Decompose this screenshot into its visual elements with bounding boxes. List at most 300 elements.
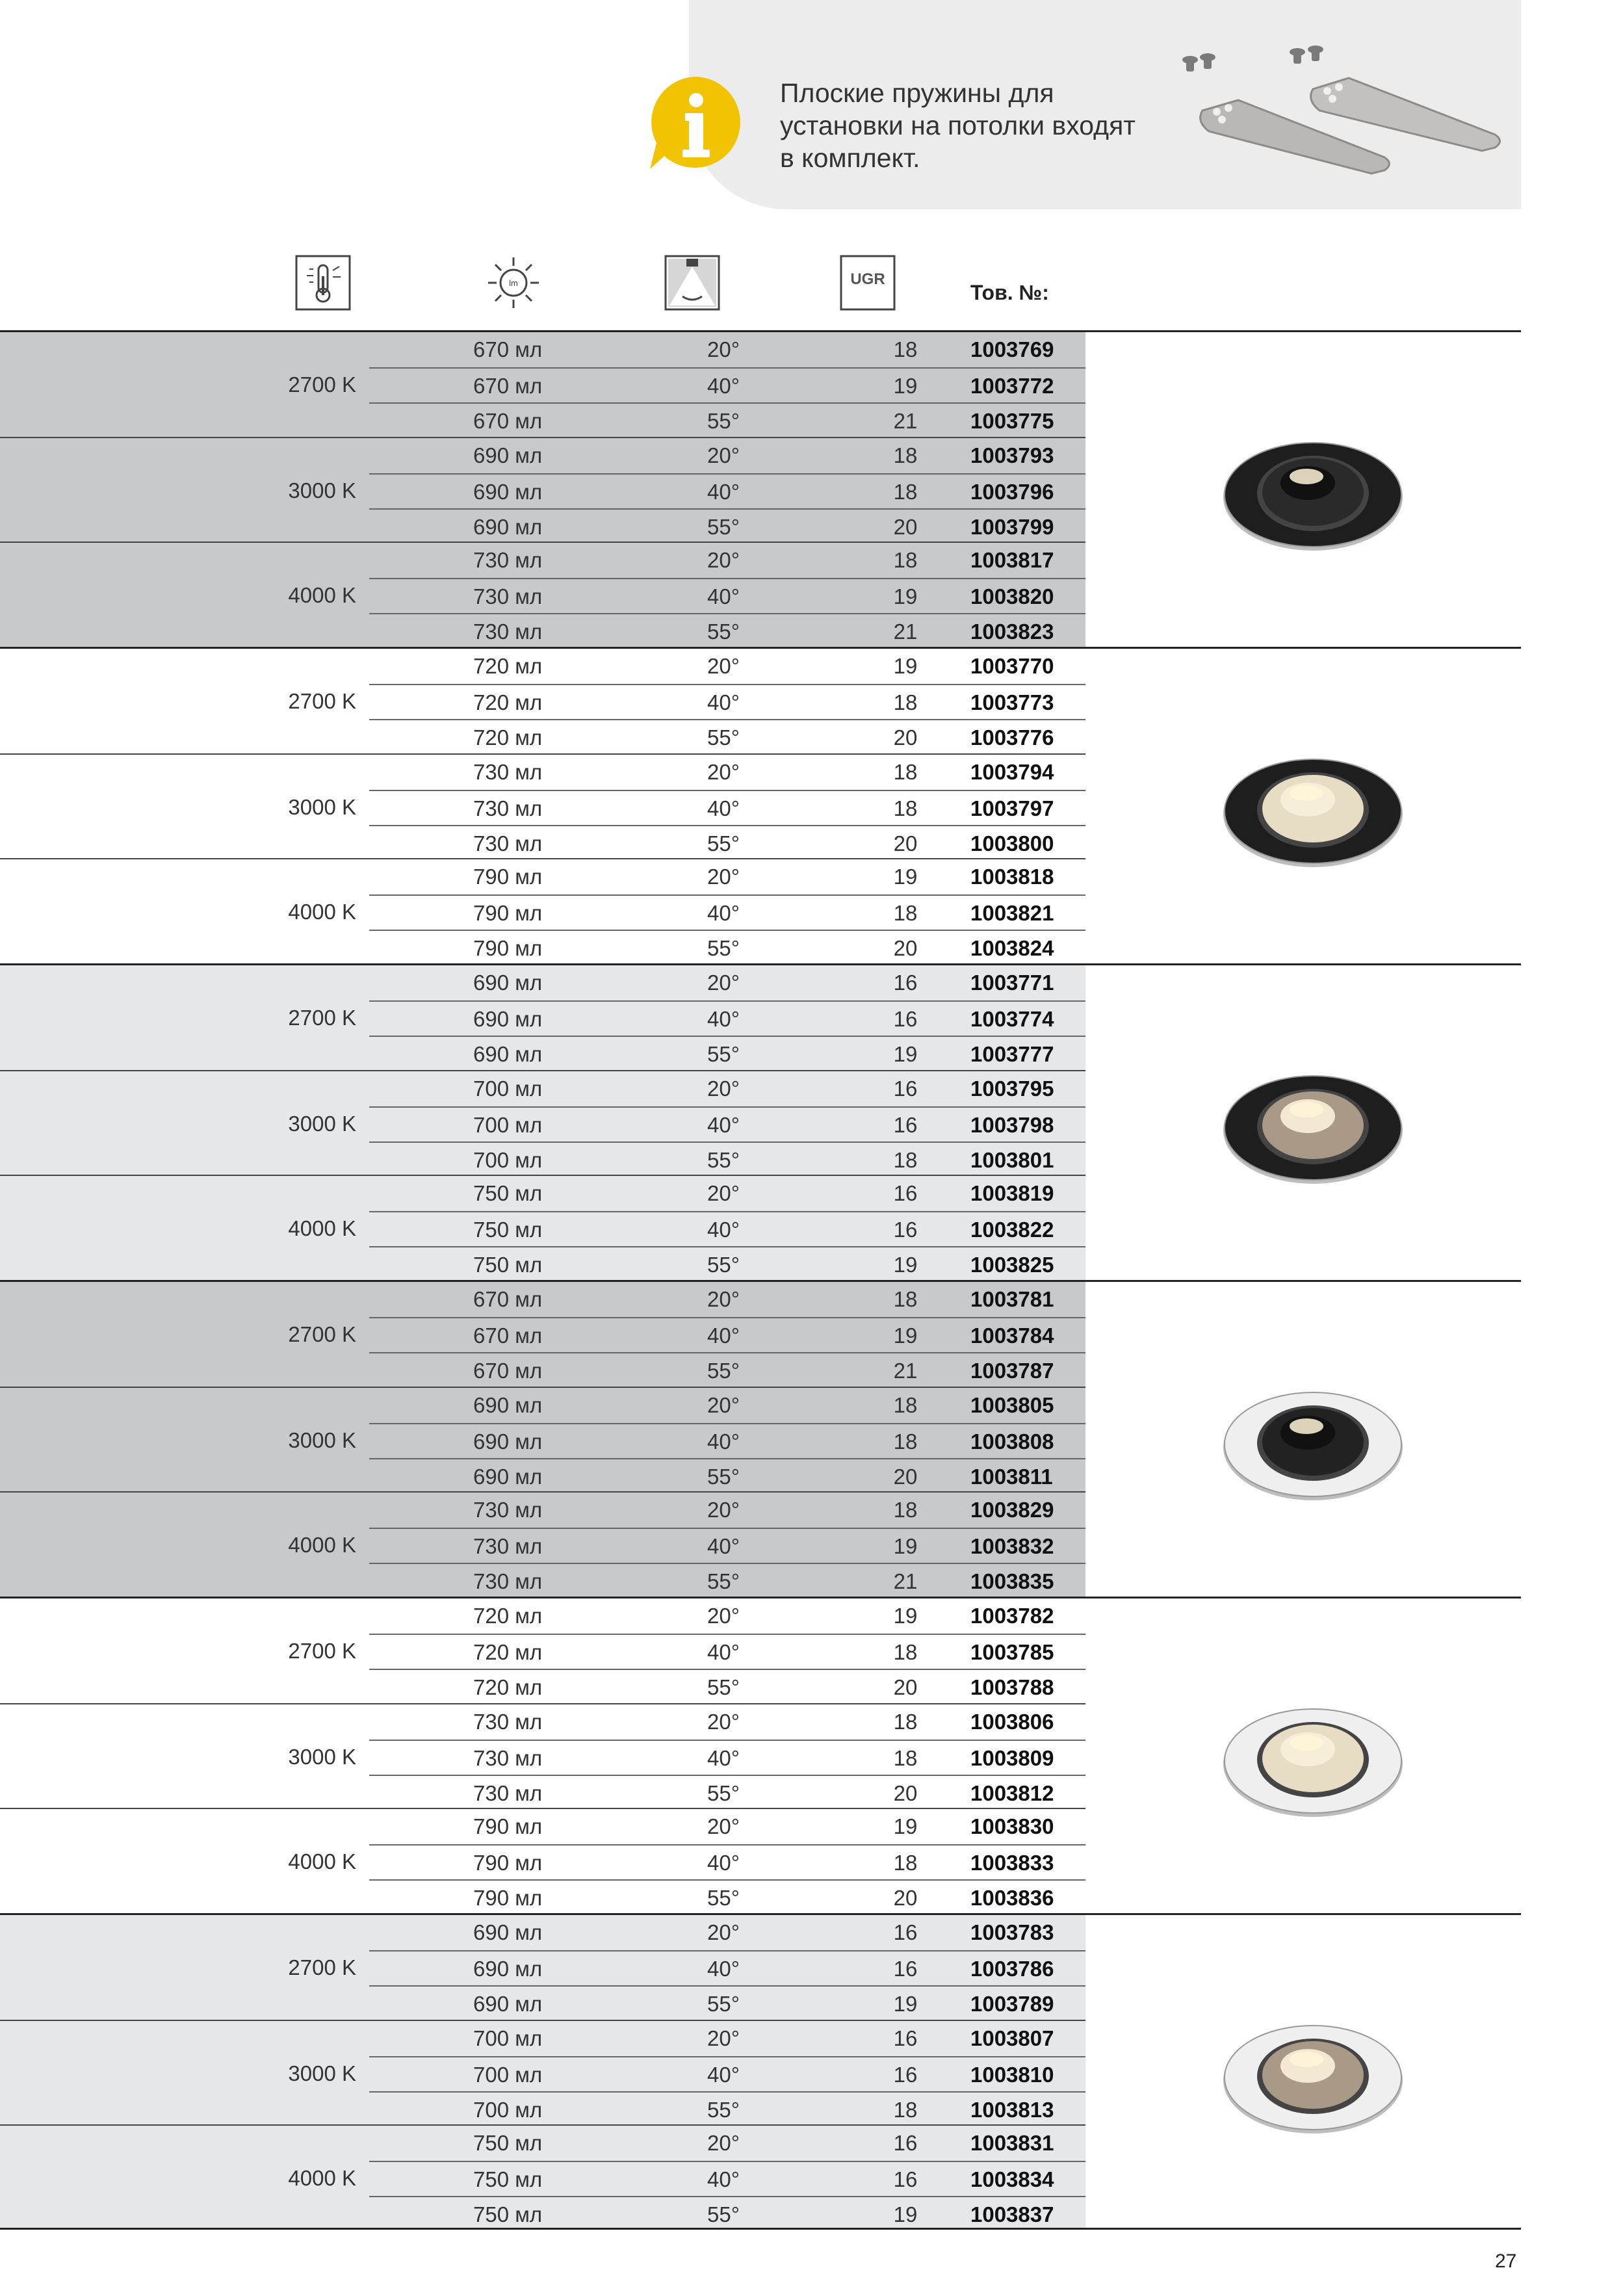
article-number-cell: 1003812	[970, 1781, 1054, 1805]
beam-angle-cell: 55°	[707, 1148, 740, 1172]
beam-angle-cell: 55°	[707, 620, 740, 644]
table-row	[369, 1071, 1085, 1106]
ugr-cell: 21	[893, 1359, 918, 1383]
color-temperature-label: 3000 K	[288, 795, 356, 819]
lumen-cell: 690 мл	[473, 1957, 543, 1981]
article-number-cell: 1003777	[970, 1042, 1054, 1066]
ugr-cell: 19	[893, 1324, 918, 1348]
lumen-cell: 730 мл	[473, 1498, 543, 1522]
lumen-cell: 720 мл	[473, 654, 543, 678]
article-number-cell: 1003797	[970, 796, 1054, 820]
article-number-cell: 1003835	[970, 1569, 1054, 1593]
table-row	[369, 438, 1085, 473]
article-number-cell: 1003793	[970, 443, 1054, 467]
beam-angle-cell: 40°	[707, 1746, 740, 1770]
lumen-cell: 750 мл	[473, 2202, 543, 2226]
ugr-cell: 20	[893, 1781, 918, 1805]
color-temperature-block	[0, 858, 1085, 964]
article-number-cell: 1003784	[970, 1324, 1054, 1348]
lumen-cell: 690 мл	[473, 1465, 543, 1489]
ugr-cell: 19	[893, 654, 918, 678]
ugr-cell: 16	[893, 971, 918, 995]
beam-angle-cell: 20°	[707, 1287, 740, 1311]
color-temperature-label: 4000 K	[288, 1533, 356, 1557]
article-number-cell: 1003782	[970, 1604, 1054, 1628]
article-number-cell: 1003795	[970, 1076, 1054, 1101]
table-row	[369, 1528, 1085, 1563]
lumen-cell: 720 мл	[473, 725, 543, 750]
beam-angle-cell: 20°	[707, 1393, 740, 1417]
lumen-cell: 730 мл	[473, 1534, 543, 1558]
article-number-cell: 1003786	[970, 1957, 1054, 1981]
beam-angle-cell: 20°	[707, 1498, 740, 1522]
article-number-cell: 1003831	[970, 2131, 1054, 2155]
beam-angle-cell: 40°	[707, 374, 740, 398]
table-row	[369, 2161, 1085, 2197]
lumen-cell: 720 мл	[473, 1604, 543, 1628]
table-row	[369, 1388, 1085, 1422]
article-number-cell: 1003810	[970, 2063, 1054, 2087]
table-row	[369, 755, 1085, 789]
beam-angle-cell: 40°	[707, 901, 740, 925]
product-group	[0, 963, 1521, 1280]
beam-angle-cell: 55°	[707, 725, 740, 750]
table-row	[369, 1176, 1085, 1210]
beam-angle-cell: 20°	[707, 2131, 740, 2155]
table-row	[369, 1844, 1085, 1880]
ugr-cell: 18	[893, 1287, 918, 1311]
color-temperature-label: 3000 K	[288, 1112, 356, 1136]
lumen-cell: 720 мл	[473, 1640, 543, 1664]
beam-angle-cell: 55°	[707, 831, 740, 855]
beam-angle-cell: 20°	[707, 2026, 740, 2050]
lumen-cell: 790 мл	[473, 865, 543, 889]
color-temperature-block	[0, 332, 1085, 437]
ugr-cell: 18	[893, 2098, 918, 2122]
table-row	[369, 965, 1085, 1000]
table-row	[369, 1740, 1085, 1775]
ugr-label: UGR	[850, 270, 885, 288]
color-temperature-block	[0, 1808, 1085, 1914]
product-group	[0, 1913, 1521, 2230]
beam-angle-cell: 20°	[707, 1814, 740, 1838]
ugr-cell: 21	[893, 620, 918, 644]
beam-angle-cell: 55°	[707, 409, 740, 433]
ugr-cell: 16	[893, 1957, 918, 1981]
ugr-cell: 20	[893, 831, 918, 855]
lumen-cell: 750 мл	[473, 2167, 543, 2191]
table-row	[369, 1106, 1085, 1142]
svg-text:lm: lm	[509, 278, 518, 288]
lumen-cell: 750 мл	[473, 1218, 543, 1242]
color-temperature-block	[0, 965, 1085, 1070]
lumen-cell: 750 мл	[473, 1181, 543, 1205]
article-number-cell: 1003805	[970, 1393, 1054, 1417]
color-temperature-label: 3000 K	[288, 478, 356, 502]
beam-angle-icon	[663, 254, 721, 312]
beam-angle-cell: 55°	[707, 1359, 740, 1383]
lumen-cell: 730 мл	[473, 1781, 543, 1805]
article-number-cell: 1003796	[970, 480, 1054, 504]
table-row	[369, 2196, 1085, 2232]
article-number-cell: 1003774	[970, 1007, 1054, 1031]
table-row	[369, 1669, 1085, 1704]
color-temperature-label: 4000 K	[288, 900, 356, 924]
table-row	[369, 2056, 1085, 2092]
article-number-cell: 1003825	[970, 1253, 1054, 1277]
beam-angle-cell: 40°	[707, 584, 740, 608]
article-number-cell: 1003808	[970, 1429, 1054, 1454]
lumen-cell: 700 мл	[473, 1148, 543, 1172]
color-temperature-block	[0, 1915, 1085, 2020]
table-row	[369, 1879, 1085, 1915]
lumen-cell: 690 мл	[473, 1042, 543, 1066]
ugr-cell: 16	[893, 2026, 918, 2050]
ugr-cell: 18	[893, 1148, 918, 1172]
mounting-springs-image	[1176, 40, 1514, 190]
lumen-cell: 750 мл	[473, 2131, 543, 2155]
lumen-cell: 790 мл	[473, 1851, 543, 1875]
color-temperature-label: 2700 K	[288, 1639, 356, 1663]
ugr-cell: 18	[893, 548, 918, 572]
lumen-cell: 720 мл	[473, 690, 543, 714]
article-number-cell: 1003781	[970, 1287, 1054, 1311]
color-temperature-icon	[294, 254, 352, 312]
beam-angle-cell: 55°	[707, 1675, 740, 1699]
beam-angle-cell: 40°	[707, 2167, 740, 2191]
table-row	[369, 613, 1085, 649]
table-row	[369, 1246, 1085, 1282]
beam-angle-cell: 55°	[707, 2098, 740, 2122]
table-row	[369, 1809, 1085, 1844]
ugr-cell: 20	[893, 1886, 918, 1910]
article-number-cell: 1003776	[970, 725, 1054, 750]
lumen-cell: 750 мл	[473, 1253, 543, 1277]
lumen-cell: 730 мл	[473, 620, 543, 644]
article-number-cell: 1003799	[970, 515, 1054, 539]
beam-angle-cell: 20°	[707, 1920, 740, 1944]
color-temperature-block	[0, 1282, 1085, 1387]
color-temperature-block	[0, 1387, 1085, 1493]
article-number-cell: 1003829	[970, 1498, 1054, 1522]
product-group	[0, 330, 1521, 647]
ugr-cell: 18	[893, 443, 918, 467]
ugr-cell: 16	[893, 1113, 918, 1137]
lumen-cell: 670 мл	[473, 409, 543, 433]
ugr-cell: 20	[893, 725, 918, 750]
color-temperature-block	[0, 649, 1085, 753]
color-temperature-label: 3000 K	[288, 1428, 356, 1452]
ugr-cell: 18	[893, 1640, 918, 1664]
ugr-cell: 16	[893, 2063, 918, 2087]
table-row	[369, 1141, 1085, 1177]
ugr-cell: 16	[893, 1920, 918, 1944]
article-number-cell: 1003813	[970, 2098, 1054, 2122]
ugr-cell: 18	[893, 760, 918, 784]
beam-angle-cell: 20°	[707, 337, 740, 361]
table-row	[369, 1634, 1085, 1669]
beam-angle-cell: 55°	[707, 1886, 740, 1910]
table-row	[369, 1775, 1085, 1810]
downlight-product-image	[1222, 436, 1404, 553]
lumen-cell: 730 мл	[473, 796, 543, 820]
lumen-cell: 670 мл	[473, 1287, 543, 1311]
ugr-cell: 21	[893, 409, 918, 433]
lumen-cell: 790 мл	[473, 1886, 543, 1910]
article-number-cell: 1003823	[970, 620, 1054, 644]
color-temperature-label: 4000 K	[288, 583, 356, 607]
beam-angle-cell: 20°	[707, 760, 740, 784]
beam-angle-cell: 55°	[707, 936, 740, 960]
table-row	[369, 1563, 1085, 1598]
product-table	[0, 330, 1521, 2230]
lumen-cell: 700 мл	[473, 1113, 543, 1137]
table-row	[369, 790, 1085, 826]
table-row	[369, 1598, 1085, 1633]
lumen-cell: 690 мл	[473, 443, 543, 467]
beam-angle-cell: 55°	[707, 1042, 740, 1066]
beam-angle-cell: 40°	[707, 1324, 740, 1348]
beam-angle-cell: 20°	[707, 654, 740, 678]
table-row	[369, 1493, 1085, 1527]
article-number-cell: 1003789	[970, 1992, 1054, 2016]
lumen-cell: 690 мл	[473, 971, 543, 995]
beam-angle-cell: 40°	[707, 1534, 740, 1558]
article-number-cell: 1003807	[970, 2026, 1054, 2050]
color-temperature-label: 2700 K	[288, 1955, 356, 1979]
beam-angle-cell: 55°	[707, 1465, 740, 1489]
table-row	[369, 1000, 1085, 1036]
ugr-cell: 19	[893, 584, 918, 608]
ugr-cell: 18	[893, 480, 918, 504]
table-row	[369, 719, 1085, 755]
article-number-cell: 1003811	[970, 1465, 1053, 1489]
ugr-cell: 19	[893, 1042, 918, 1066]
lumen-cell: 790 мл	[473, 936, 543, 960]
table-header	[0, 234, 1521, 332]
table-row	[369, 332, 1085, 367]
article-number-cell: 1003818	[970, 865, 1054, 889]
article-number-cell: 1003833	[970, 1851, 1054, 1875]
color-temperature-label: 2700 K	[288, 689, 356, 713]
downlight-product-image	[1222, 1702, 1404, 1820]
article-number-cell: 1003769	[970, 337, 1054, 361]
beam-angle-cell: 55°	[707, 1781, 740, 1805]
article-number-cell: 1003806	[970, 1710, 1054, 1734]
table-row	[369, 578, 1085, 614]
table-row	[369, 930, 1085, 965]
article-number-cell: 1003771	[970, 971, 1054, 995]
beam-angle-cell: 40°	[707, 480, 740, 504]
article-number-cell: 1003798	[970, 1113, 1054, 1137]
info-icon	[645, 73, 746, 174]
beam-angle-cell: 55°	[707, 515, 740, 539]
info-note-text: Плоские пружины для установки на потолки входят в комплект.	[780, 78, 1136, 173]
lumen-cell: 700 мл	[473, 2098, 543, 2122]
ugr-cell: 19	[893, 1992, 918, 2016]
table-row	[369, 1211, 1085, 1247]
ugr-cell: 19	[893, 1814, 918, 1838]
ugr-cell: 16	[893, 1007, 918, 1031]
color-temperature-block	[0, 2124, 1085, 2230]
page-number: 27	[1495, 2250, 1517, 2272]
beam-angle-cell: 20°	[707, 443, 740, 467]
ugr-cell: 18	[893, 1429, 918, 1454]
article-number-cell: 1003830	[970, 1814, 1054, 1838]
ugr-cell: 16	[893, 1218, 918, 1242]
article-number-cell: 1003773	[970, 690, 1054, 714]
table-row	[369, 859, 1085, 894]
ugr-cell: 20	[893, 936, 918, 960]
ugr-cell: 18	[893, 1851, 918, 1875]
article-number-cell: 1003794	[970, 760, 1054, 784]
lumen-cell: 700 мл	[473, 1076, 543, 1101]
article-number-cell: 1003801	[970, 1148, 1054, 1172]
beam-angle-cell: 40°	[707, 796, 740, 820]
beam-angle-cell: 55°	[707, 1992, 740, 2016]
lumen-cell: 730 мл	[473, 760, 543, 784]
article-number-cell: 1003837	[970, 2202, 1054, 2226]
article-number-cell: 1003832	[970, 1534, 1054, 1558]
lumen-cell: 730 мл	[473, 1710, 543, 1734]
ugr-cell: 16	[893, 2167, 918, 2191]
beam-angle-cell: 55°	[707, 2202, 740, 2226]
ugr-cell: 18	[893, 1393, 918, 1417]
lumen-cell: 730 мл	[473, 1746, 543, 1770]
lumen-cell: 690 мл	[473, 1429, 543, 1454]
article-number-cell: 1003820	[970, 584, 1054, 608]
table-row	[369, 1352, 1085, 1388]
luminous-flux-icon	[484, 254, 543, 312]
lumen-cell: 690 мл	[473, 1920, 543, 1944]
article-number-cell: 1003775	[970, 409, 1054, 433]
article-number-header: Тов. №:	[970, 281, 1049, 304]
table-row	[369, 1915, 1085, 1950]
table-row	[369, 1036, 1085, 1071]
ugr-cell: 20	[893, 1465, 918, 1489]
article-number-cell: 1003785	[970, 1640, 1054, 1664]
article-number-cell: 1003800	[970, 831, 1054, 855]
beam-angle-cell: 20°	[707, 1076, 740, 1101]
ugr-cell: 19	[893, 865, 918, 889]
ugr-cell: 19	[893, 1534, 918, 1558]
ugr-cell: 18	[893, 337, 918, 361]
beam-angle-cell: 40°	[707, 1851, 740, 1875]
ugr-cell: 16	[893, 1181, 918, 1205]
downlight-product-image	[1222, 2019, 1404, 2136]
lumen-cell: 730 мл	[473, 1569, 543, 1593]
article-number-cell: 1003770	[970, 654, 1054, 678]
color-temperature-block	[0, 437, 1085, 543]
color-temperature-block	[0, 1598, 1085, 1703]
table-row	[369, 402, 1085, 438]
ugr-cell: 18	[893, 796, 918, 820]
color-temperature-block	[0, 1070, 1085, 1176]
ugr-cell: 18	[893, 690, 918, 714]
lumen-cell: 720 мл	[473, 1675, 543, 1699]
lumen-cell: 700 мл	[473, 2063, 543, 2087]
article-number-cell: 1003824	[970, 936, 1054, 960]
table-row	[369, 2126, 1085, 2160]
ugr-cell: 19	[893, 1253, 918, 1277]
table-row	[369, 2091, 1085, 2127]
downlight-product-image	[1222, 1386, 1404, 1503]
table-row	[369, 1317, 1085, 1353]
downlight-product-image	[1222, 753, 1404, 870]
lumen-cell: 790 мл	[473, 901, 543, 925]
lumen-cell: 690 мл	[473, 1393, 543, 1417]
beam-angle-cell: 20°	[707, 1710, 740, 1734]
beam-angle-cell: 40°	[707, 1640, 740, 1664]
table-row	[369, 473, 1085, 509]
beam-angle-cell: 40°	[707, 2063, 740, 2087]
ugr-cell: 19	[893, 1604, 918, 1628]
color-temperature-label: 4000 K	[288, 2166, 356, 2190]
lumen-cell: 690 мл	[473, 515, 543, 539]
color-temperature-label: 2700 K	[288, 1006, 356, 1030]
product-group	[0, 647, 1521, 963]
lumen-cell: 690 мл	[473, 480, 543, 504]
table-row	[369, 684, 1085, 720]
table-row	[369, 543, 1085, 577]
table-row	[369, 508, 1085, 544]
product-group	[0, 1280, 1521, 1597]
table-row	[369, 1950, 1085, 1986]
beam-angle-cell: 40°	[707, 1113, 740, 1137]
beam-angle-cell: 20°	[707, 548, 740, 572]
table-row	[369, 1704, 1085, 1739]
beam-angle-cell: 40°	[707, 1429, 740, 1454]
beam-angle-cell: 20°	[707, 971, 740, 995]
ugr-cell: 21	[893, 1569, 918, 1593]
color-temperature-label: 2700 K	[288, 1322, 356, 1346]
beam-angle-cell: 20°	[707, 1604, 740, 1628]
ugr-cell: 18	[893, 1710, 918, 1734]
lumen-cell: 730 мл	[473, 584, 543, 608]
ugr-cell: 18	[893, 1746, 918, 1770]
product-group	[0, 1597, 1521, 1913]
table-row	[369, 2021, 1085, 2055]
color-temperature-label: 2700 K	[288, 372, 356, 397]
beam-angle-cell: 20°	[707, 865, 740, 889]
lumen-cell: 670 мл	[473, 1324, 543, 1348]
beam-angle-cell: 40°	[707, 1218, 740, 1242]
color-temperature-block	[0, 1491, 1085, 1597]
color-temperature-label: 4000 K	[288, 1849, 356, 1873]
table-row	[369, 1282, 1085, 1316]
lumen-cell: 690 мл	[473, 1007, 543, 1031]
article-number-cell: 1003817	[970, 548, 1054, 572]
article-number-cell: 1003772	[970, 374, 1054, 398]
table-row	[369, 649, 1085, 683]
article-number-cell: 1003834	[970, 2167, 1054, 2191]
beam-angle-cell: 55°	[707, 1253, 740, 1277]
lumen-cell: 730 мл	[473, 831, 543, 855]
ugr-cell: 16	[893, 1076, 918, 1101]
color-temperature-label: 3000 K	[288, 1745, 356, 1769]
color-temperature-block	[0, 2020, 1085, 2126]
table-row	[369, 1985, 1085, 2021]
table-row	[369, 367, 1085, 403]
lumen-cell: 670 мл	[473, 337, 543, 361]
lumen-cell: 730 мл	[473, 548, 543, 572]
beam-angle-cell: 40°	[707, 1957, 740, 1981]
article-number-cell: 1003788	[970, 1675, 1054, 1699]
article-number-cell: 1003783	[970, 1920, 1054, 1944]
lumen-cell: 690 мл	[473, 1992, 543, 2016]
table-row	[369, 825, 1085, 861]
lumen-cell: 670 мл	[473, 374, 543, 398]
